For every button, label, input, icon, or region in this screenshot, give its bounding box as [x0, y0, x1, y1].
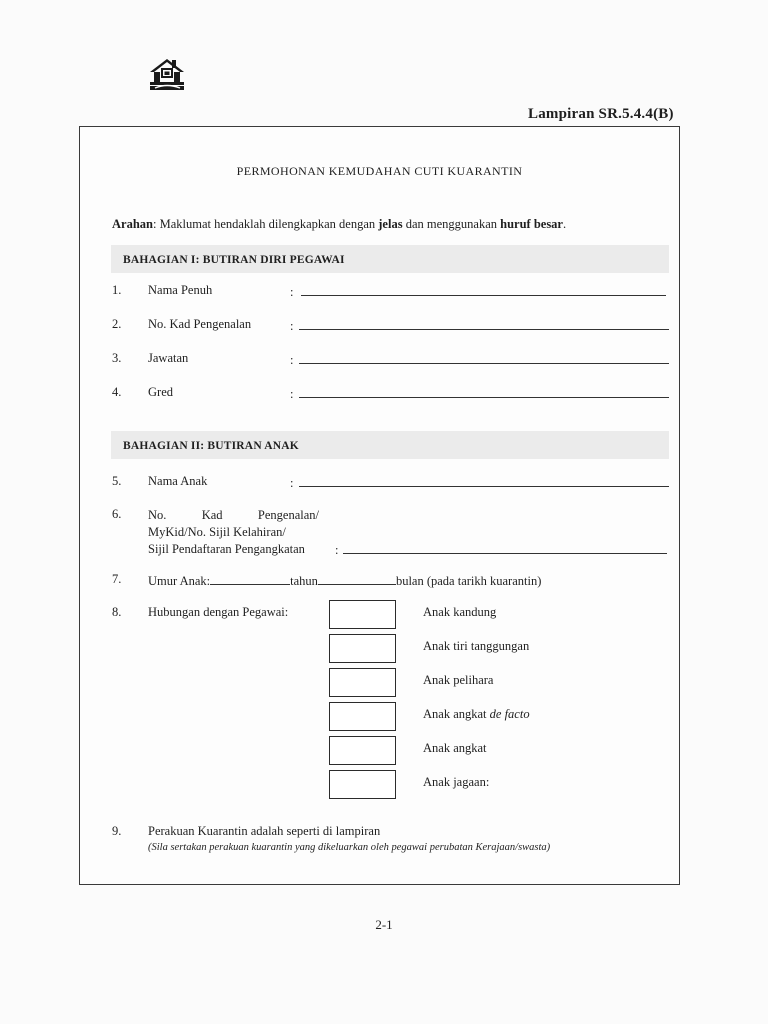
- house-logo-icon: [146, 55, 188, 93]
- umur-anak-label: Umur Anak:: [148, 574, 211, 588]
- item-number: 1.: [112, 283, 122, 297]
- item-label: No. Kad Pengenalan: [148, 317, 252, 331]
- option-text: Anak angkat: [423, 707, 490, 721]
- option-anak-jagaan: Anak jagaan:: [423, 775, 490, 789]
- option-anak-angkat: Anak angkat: [423, 741, 487, 755]
- item-label: Nama Anak: [148, 474, 208, 488]
- umur-anak-row: [148, 572, 541, 589]
- colon: :: [290, 353, 294, 367]
- colon: :: [335, 543, 339, 557]
- checkbox-anak-angkat[interactable]: [329, 736, 396, 765]
- umur-tahun-field[interactable]: [210, 572, 290, 585]
- section-1-header: BAHAGIAN I: BUTIRAN DIRI PEGAWAI: [111, 245, 669, 273]
- option-italic: de facto: [489, 707, 530, 721]
- no-kad-pengenalan-field[interactable]: [299, 329, 669, 330]
- instruction-part1: : Maklumat hendaklah dilengkapkan dengan: [152, 217, 379, 231]
- label-word: Pengenalan/: [257, 508, 319, 522]
- jawatan-field[interactable]: [299, 363, 669, 364]
- checkbox-anak-kandung[interactable]: [329, 600, 396, 629]
- bulan-label: bulan (pada tarikh kuarantin): [395, 574, 542, 588]
- option-anak-pelihara: Anak pelihara: [423, 673, 494, 687]
- colon: :: [290, 387, 294, 401]
- checkbox-anak-tiri-tanggungan[interactable]: [329, 634, 396, 663]
- colon: :: [290, 476, 294, 490]
- item-label: Perakuan Kuarantin adalah seperti di lampiran: [148, 824, 381, 838]
- instruction-part2: dan menggunakan: [402, 217, 501, 231]
- instruction-bold-jelas: jelas: [378, 217, 403, 231]
- form-title: PERMOHONAN KEMUDAHAN CUTI KUARANTIN: [236, 164, 523, 178]
- instruction-bold-huruf-besar: huruf besar: [500, 217, 563, 231]
- checkbox-anak-jagaan[interactable]: [329, 770, 396, 799]
- item-number: 8.: [112, 605, 122, 619]
- instruction-text: [112, 217, 566, 232]
- no-kad-mykid-field[interactable]: [343, 553, 667, 554]
- page-number: 2-1: [375, 917, 393, 932]
- label-line-3: Sijil Pendaftaran Pengangkatan: [148, 542, 305, 556]
- colon: :: [290, 285, 294, 299]
- item-label: Hubungan dengan Pegawai:: [148, 605, 289, 619]
- checkbox-anak-pelihara[interactable]: [329, 668, 396, 697]
- checkbox-anak-angkat-de-facto[interactable]: [329, 702, 396, 731]
- option-anak-kandung: Anak kandung: [423, 605, 497, 619]
- tahun-label: tahun: [290, 574, 318, 588]
- label-line-2: MyKid/No. Sijil Kelahiran/: [148, 525, 286, 539]
- item-number: 3.: [112, 351, 122, 365]
- item-number: 7.: [112, 572, 122, 586]
- option-anak-tiri-tanggungan: Anak tiri tanggungan: [423, 639, 530, 653]
- item-number: 4.: [112, 385, 122, 399]
- section-2-header: BAHAGIAN II: BUTIRAN ANAK: [111, 431, 669, 459]
- label-word: Kad: [201, 508, 223, 522]
- item-number: 5.: [112, 474, 122, 488]
- nama-anak-field[interactable]: [299, 486, 669, 487]
- option-anak-angkat-de-facto: [423, 707, 530, 722]
- item-label: [148, 507, 319, 558]
- item-number: 2.: [112, 317, 122, 331]
- item-label: Nama Penuh: [148, 283, 213, 297]
- instruction-label: Arahan: [112, 217, 153, 231]
- perakuan-note: (Sila sertakan perakuan kuarantin yang dikeluarkan oleh pegawai perubatan Kerajaan/swasta): [148, 842, 551, 853]
- nama-penuh-field[interactable]: [301, 295, 666, 296]
- item-number: 6.: [112, 507, 122, 521]
- item-label: Gred: [148, 385, 173, 399]
- umur-bulan-field[interactable]: [318, 572, 396, 585]
- instruction-end: .: [562, 217, 567, 231]
- colon: :: [290, 319, 294, 333]
- form-container: [79, 126, 680, 885]
- item-number: 9.: [112, 824, 122, 838]
- label-word: No.: [148, 508, 167, 522]
- gred-field[interactable]: [299, 397, 669, 398]
- item-label: Jawatan: [148, 351, 189, 365]
- lampiran-reference: Lampiran SR.5.4.4(B): [528, 106, 674, 122]
